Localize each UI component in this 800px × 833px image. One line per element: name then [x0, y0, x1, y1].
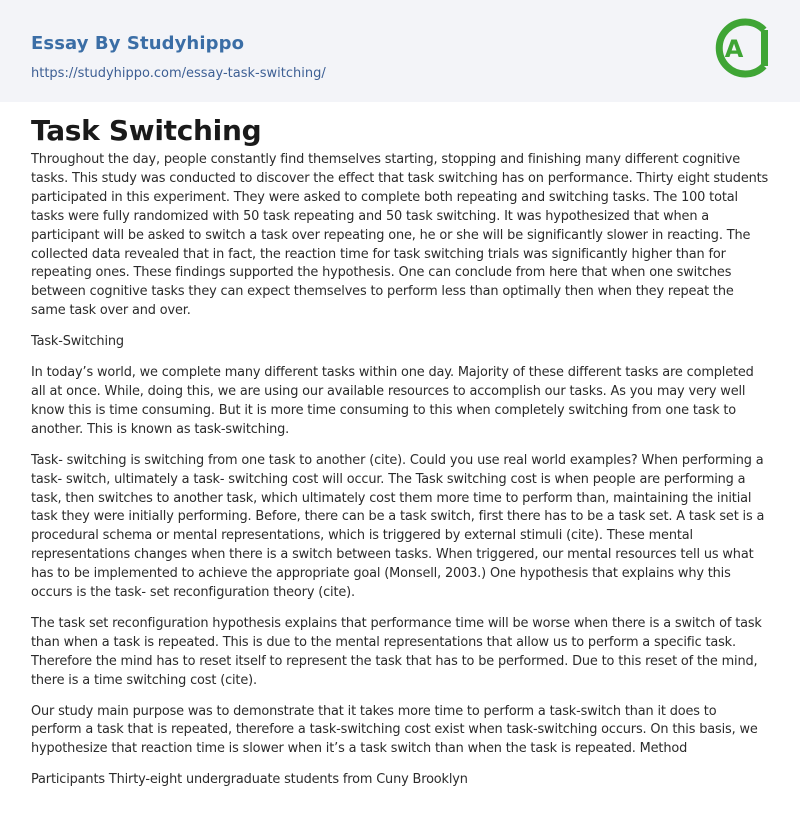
article-body	[31, 151, 769, 790]
paragraph-purpose: Our study main purpose was to demonstrate that it takes more time to perform a task-switch than it does to perform a task that is repeated, therefore a task-switching cost exist when task-switching occurs. On this basis, we hypothesize that reaction time is slower when it’s a task switch than when the task is repeated. Method	[31, 703, 758, 757]
site-brand[interactable]: Essay By Studyhippo	[31, 33, 245, 54]
studyhippo-logo-icon[interactable]	[712, 16, 772, 80]
section-heading-task-switching: Task-Switching	[31, 334, 124, 350]
article-title: Task Switching	[31, 114, 262, 147]
paragraph-intro: In today’s world, we complete many different tasks within one day. Majority of these different tasks are completed all at once. While, doing this, we are using our available resources to accomplish our tasks. As you may very well know this is time consuming. But it is more time consuming to this when completely switching from one task to another. This is known as task-switching.	[31, 365, 754, 437]
logo-letter: A	[724, 35, 744, 63]
paragraph-abstract: Throughout the day, people constantly find themselves starting, stopping and finishing many different cognitive tasks. This study was conducted to discover the effect that task switching has on performance. Thirty eight students participated in this experiment. They were asked to complete both repeating and switching tasks. The 100 total tasks were fully randomized with 50 task repeating and 50 task switching. It was hypothesized that when a participant will be asked to switch a task over repeating one, he or she will be significantly slower in reacting. The collected data revealed that in fact, the reaction time for task switching trials was significantly higher than for repeating ones. These findings supported the hypothesis. One can conclude from here that when one switches between cognitive tasks they can expect themselves to perform less than optimally then when they repeat the same task over and over.	[31, 152, 769, 319]
paragraph-hypothesis: The task set reconfiguration hypothesis explains that performance time will be worse when there is a switch of task than when a task is repeated. This is due to the mental representations that allow us to perform a specific task. Therefore the mind has to reset itself to represent the task that has to be performed. Due to this reset of the mind, there is a time switching cost (cite).	[31, 615, 762, 688]
paragraph-definition: Task- switching is switching from one task to another (cite). Could you use real world examples? When performing a task- switch, ultimately a task- switching cost will occur. The Task switching cost is when people are performing a task, then switches to another task, which ultimately cost them more time to perform than, maintaining the initial task they were initially performing. Before, there can be a task switch, first there has to be a task set. A task set is a procedural schema or mental representations, which is triggered by external stimuli (cite). These mental representations changes when there is a switch between tasks. When triggered, our mental resources tell us what has to be implemented to achieve the appropriate goal (Monsell, 2003.) One hypothesis that explains why this occurs is the task- set reconfiguration theory (cite).	[31, 452, 765, 601]
source-url[interactable]: https://studyhippo.com/essay-task-switching/	[31, 66, 326, 81]
page-header	[0, 0, 800, 102]
article	[0, 102, 800, 790]
paragraph-participants: Participants Thirty-eight undergraduate students from Cuny Brooklyn	[31, 772, 468, 788]
